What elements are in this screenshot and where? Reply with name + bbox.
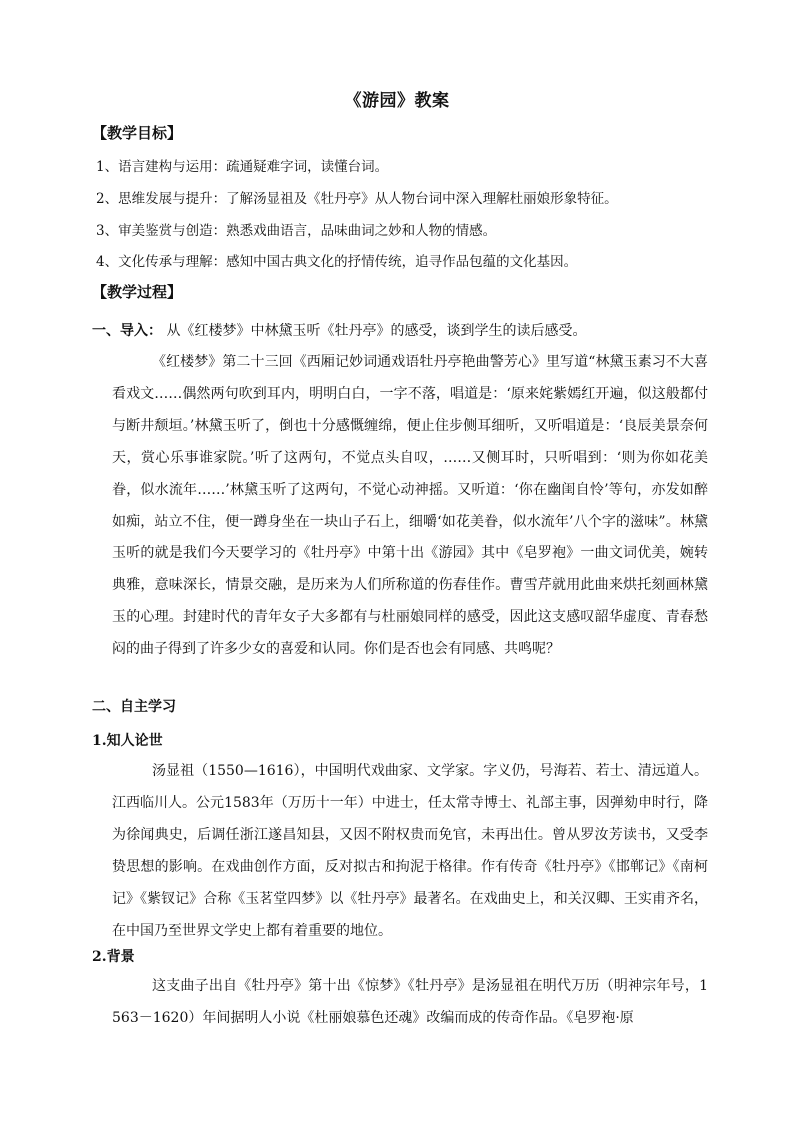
objective-item-3: 3、审美鉴赏与创造：熟悉戏曲语言，品味曲词之妙和人物的情感。 — [96, 223, 497, 239]
author-paragraph: 汤显祖（1550—1616），中国明代戏曲家、文学家。字义仍，号海若、若士、清远道人。江西临川人。公元1583年（万历十一年）中进士，任太常寺博士、礼部主事，因弹劾申时行，降为徐闻典史，后调任浙江遂昌知县，又因不附权贵而免官，未再出仕。曾从罗汝芳读书，又受李贽思想的影响。在戏曲创作方面，反对拟古和拘泥于格律。作有传奇《牡丹亭》《邯郸记》《南柯记》《紫钗记》合称《玉茗堂四梦》以《牡丹亭》最著名。在戏曲史上，和关汉卿、王实甫齐名，在中国乃至世界文学史上都有着重要的地位。 — [112, 763, 708, 939]
self-study-heading — [92, 696, 176, 716]
author-subheading: 1.知人论世 — [92, 733, 163, 749]
intro-label: 一、导入： — [92, 323, 162, 339]
objective-item-4: 4、文化传承与理解：感知中国古典文化的抒情传统，追寻作品包蕴的文化基因。 — [96, 254, 578, 270]
background-subheading: 2.背景 — [92, 949, 135, 965]
objective-item-1: 1、语言建构与运用：疏通疑难字词，读懂台词。 — [96, 159, 389, 175]
intro-text: 从《红楼梦》中林黛玉听《牡丹亭》的感受，谈到学生的读后感受。 — [166, 323, 587, 339]
intro-paragraph: 《红楼梦》第二十三回《西厢记妙词通戏语牡丹亭艳曲警芳心》里写道“林黛玉素习不大喜看戏文……偶然两句吹到耳内，明明白白，一字不落，唱道是：‘原来姹紫嫣红开遍，似这般都付与断井颓垣。’林黛玉听了，倒也十分感慨缠绵，便止住步侧耳细听，又听唱道是：‘良辰美景奈何天，赏心乐事谁家院。’听了这两句，不觉点头自叹，……又侧耳时，只听唱到：‘则为你如花美眷，似水流年……’林黛玉听了这两句，不觉心动神摇。又听道：‘你在幽闺自怜’等句，亦发如醉如痴，站立不住，便一蹲身坐在一块山子石上，细嚼‘如花美眷，似水流年’八个字的滋味”。林黛玉听的就是我们今天要学习的《牡丹亭》中第十出《游园》其中《皂罗袍》一曲文词优美，婉转典雅，意味深长，情景交融，是历来为人们所称道的伤春佳作。曹雪芹就用此曲来烘托刻画林黛玉的心理。封建时代的青年女子大多都有与杜丽娘同样的感受，因此这支感叹韶华虚度、青春愁闷的曲子得到了许多少女的喜爱和认同。你们是否也会有同感、共鸣呢？ — [112, 354, 708, 658]
objectives-heading: 【教学目标】 — [92, 124, 183, 142]
intro-line — [92, 320, 586, 340]
self-study-label: 二、自主学习 — [92, 699, 176, 715]
process-heading: 【教学过程】 — [92, 283, 183, 301]
objective-item-2: 2、思维发展与提升：了解汤显祖及《牡丹亭》从人物台词中深入理解杜丽娘形象特征。 — [96, 191, 618, 207]
page-title: 《游园》教案 — [344, 91, 450, 111]
background-paragraph: 这支曲子出自《牡丹亭》第十出《惊梦》《牡丹亭》是汤显祖在明代万历（明神宗年号，1563－1620）年间据明人小说《杜丽娘慕色还魂》改编而成的传奇作品。《皂罗袍·原 — [112, 978, 708, 1026]
